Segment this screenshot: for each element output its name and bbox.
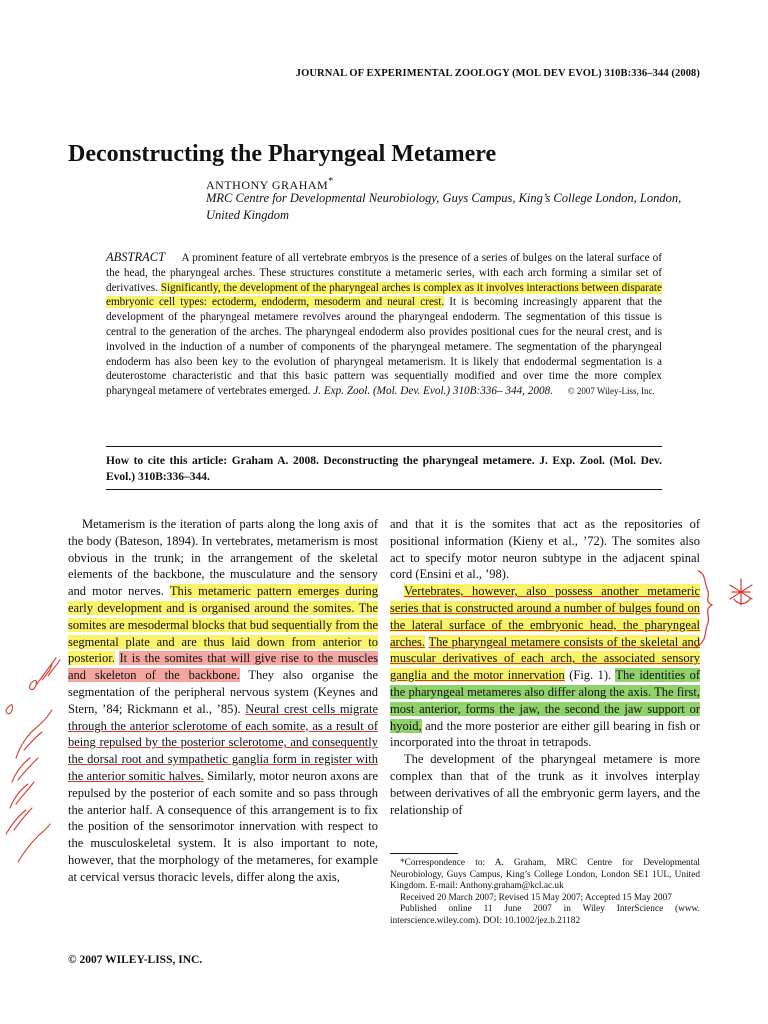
footnote-received: Received 20 March 2007; Revised 15 May 2007; Accepted 15 May 2007	[400, 892, 672, 903]
body-text: Metamerism is the iteration of parts along the long axis of the body (Bateson, 1894). In vertebrates, metamerism is most obvious in the trunk; in the arrangement of the skeletal elements of the backbone, the musculature and the sensory and motor nerves.	[68, 517, 378, 599]
handwritten-margin-note	[0, 640, 70, 870]
highlighted-text-yellow: This metameric pattern emerges during early development and is organised around the somites. The somites are mesodermal blocks that bud sequentially from the segmental plate and are thus laid down from anterior to posterior.	[68, 584, 379, 666]
paragraph: and that it is the somites that act as the repositories of positional information (Kieny et al., ’72). The somites also act to specify motor neuron subtype in the adjacent spinal cord (Ensini et al., ’98).	[390, 517, 700, 582]
abstract-text-2: It is becoming increasingly apparent that the development of the pharyngeal metamere revolves around the pharyngeal endoderm. The segmentation of this tissue is central to the generation of the arches. The pharyngeal endoderm also provides positional cues for the neural crest, and is involved in the induction of a number of components of the pharyngeal metamere. The segmentation of the pharyngeal endoderm has also been key to the evolution of pharyngeal metamerism. It is likely that endodermal segmentation is a deuterostome characteristic and that this basic pattern was sequentially modified and over time the more complex pharyngeal metamere of vertebrates emerged.	[106, 296, 663, 398]
divider-bottom	[106, 489, 662, 490]
underlined-text: Neural crest cells migrate through the anterior sclerotome of each somite, as a result of being repulsed by the posterior sclerotome, and consequently the dorsal root and sympathetic ganglia form in register with the anterior somitic halves.	[68, 701, 378, 783]
author-name: ANTHONY GRAHAM*	[206, 176, 334, 192]
highlighted-text-yellow: Vertebrates, however, also possess another metameric series that is constructed around a number of bulges found on the lateral surface of the embryonic head, the pharyngeal arches.	[390, 584, 700, 649]
footnote-correspondence: *Correspondence to: A. Graham, MRC Centre for Developmental Neurobiology, Guys Campus, King’s College London, London SE1 1UL, United Kingdom. E-mail: Anthony.graham@kcl.ac.uk	[390, 858, 700, 892]
body-text: and the more posterior are either gill bearing in fish or incorporated into the throat in tetrapods.	[390, 718, 701, 750]
footnote-published: Published online 11 June 2007 in Wiley InterScience (www. interscience.wiley.com). DOI: 10.1002/jez.b.21182	[390, 904, 700, 926]
handwritten-bracket-star	[690, 565, 768, 655]
abstract-text-1: A prominent feature of all vertebrate embryos is the presence of a series of bulges on the lateral surface of the head, the pharyngeal arches. These structures constitute a metameric series, with each arch forming a similar set of derivatives.	[106, 252, 662, 294]
left-column	[68, 516, 378, 886]
highlighted-text-yellow: The pharyngeal metamere consists of the skeletal and muscular derivatives of each arch, the associated sensory ganglia and the motor innervation	[390, 634, 701, 683]
how-to-cite: How to cite this article: Graham A. 2008. Deconstructing the pharyngeal metamere. J. Exp. Zool. (Mol. Dev. Evol.) 310B:336–344.	[106, 455, 662, 483]
highlighted-text-green: The identities of the pharyngeal metameres also differ along the axis. The first, most anterior, forms the jaw, the second the jaw support or hyoid,	[390, 668, 701, 733]
journal-header: JOURNAL OF EXPERIMENTAL ZOOLOGY (MOL DEV EVOL) 310B:336–344 (2008)	[295, 68, 700, 79]
footnote	[390, 858, 700, 928]
abstract-citation: J. Exp. Zool. (Mol. Dev. Evol.) 310B:336– 344, 2008.	[313, 385, 553, 398]
article-title: Deconstructing the Pharyngeal Metamere	[68, 141, 497, 167]
figure-reference: (Fig. 1).	[569, 668, 612, 683]
abstract	[106, 250, 662, 399]
abstract-label: ABSTRACT	[106, 250, 166, 264]
body-text: They also organise the segmentation of the peripheral nervous system (Keynes and Stern, ’84; Rickmann et al., ’85).	[68, 668, 378, 716]
author-affiliation: MRC Centre for Developmental Neurobiology, Guys Campus, King’s College London, London, United Kingdom	[206, 191, 682, 222]
abstract-copyright: © 2007 Wiley-Liss, Inc.	[567, 386, 655, 397]
abstract-highlight: Significantly, the development of the pharyngeal arches is complex as it involves interactions between disparate embryonic cell types: ectoderm, endoderm, mesoderm and neural crest.	[106, 281, 662, 309]
footnote-divider	[390, 853, 458, 854]
footer-copyright: © 2007 WILEY-LISS, INC.	[68, 954, 203, 966]
author-footnote-mark: *	[328, 176, 334, 187]
highlighted-text-red: It is the somites that will give rise to the muscles and skeleton of the backbone.	[68, 651, 378, 683]
body-text: Similarly, motor neuron axons are repulsed by the posterior of each somite and so pass through the anterior half. A consequence of this arrangement is to fix the position of the sensorimotor innervation with respect to the musculoskeletal system. It is also important to note, however, that the morphology of the metameres, for example at cervical versus thoracic levels, differ along the axis,	[68, 768, 378, 884]
right-column	[390, 516, 700, 818]
divider-top	[106, 446, 662, 447]
paragraph	[68, 516, 378, 886]
paragraph	[390, 583, 700, 751]
paragraph: The development of the pharyngeal metamere is more complex than that of the trunk as it involves interplay between derivatives of all the embryonic germ layers, and the relationship of	[390, 752, 700, 817]
